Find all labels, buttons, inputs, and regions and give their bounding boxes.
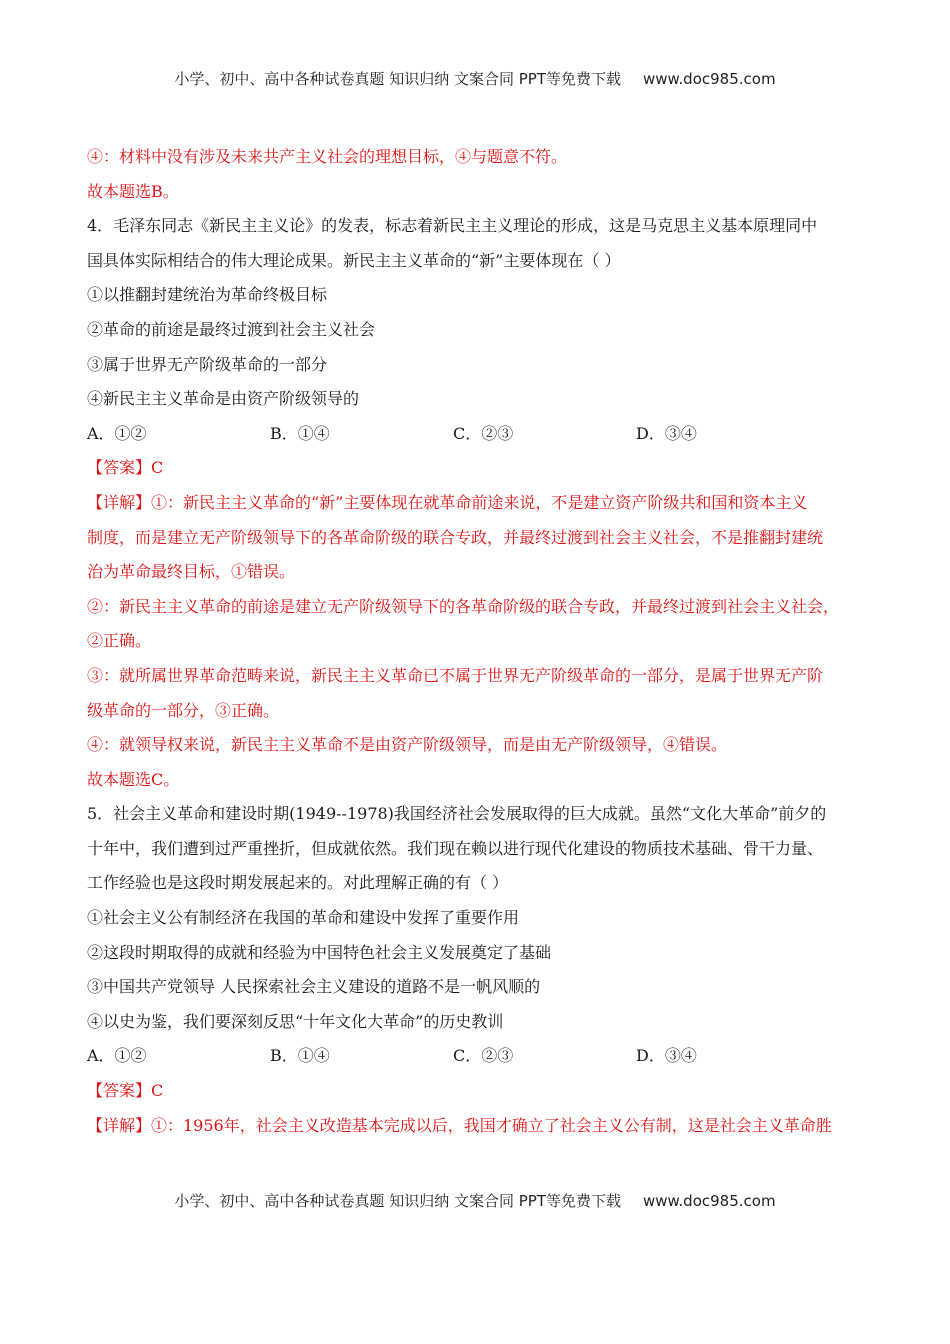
q5-option-b: B．①④ [270,1046,330,1066]
header-text: 小学、初中、高中各种试卷真题 知识归纳 文案合同 PPT等免费下载 [174,70,621,88]
prev-explanation-line: ④：材料中没有涉及未来共产主义社会的理想目标，④与题意不符。 [87,147,568,166]
q4-option-a: A．①② [87,423,147,443]
q4-explanation-line: ④：就领导权来说，新民主主义革命不是由资产阶级领导，而是由无产阶级领导，④错误。 [87,735,728,755]
q4-stem-line: 4．毛泽东同志《新民主主义论》的发表，标志着新民主主义理论的形成，这是马克思主义基本原理同中 [87,216,818,236]
footer-text: 小学、初中、高中各种试卷真题 知识归纳 文案合同 PPT等免费下载 [174,1192,621,1210]
q4-conclusion: 故本题选C。 [87,769,180,789]
q4-explanation-line: 制度，而是建立无产阶级领导下的各革命阶级的联合专政，并最终过渡到社会主义社会，不是推翻封建统 [87,527,824,547]
q4-stem-line: 国具体实际相结合的伟大理论成果。新民主主义革命的“新”主要体现在（ ） [87,250,621,270]
q5-explanation-line: 【详解】①：1956年，社会主义改造基本完成以后，我国才确立了社会主义公有制，这是社会主义革命胜 [87,1115,832,1135]
q4-explanation-line: 【详解】①：新民主主义革命的“新”主要体现在就革命前途来说，不是建立资产阶级共和国和资本主义 [87,492,808,512]
q4-item: ④新民主主义革命是由资产阶级领导的 [87,389,360,409]
q5-stem-line: 5．社会主义革命和建设时期(1949--1978)我国经济社会发展取得的巨大成就。虽然“文化大革命”前夕的 [87,804,827,824]
q4-explanation-line: 治为革命最终目标，①错误。 [87,562,296,582]
q5-item: ②这段时期取得的成就和经验为中国特色社会主义发展奠定了基础 [87,942,552,962]
prev-conclusion: 故本题选B。 [87,181,179,201]
q4-item: ②革命的前途是最终过渡到社会主义社会 [87,319,376,339]
footer-url[interactable]: www.doc985.com [642,1192,776,1210]
q4-item: ①以推翻封建统治为革命终极目标 [87,285,328,305]
q5-option-c: C．②③ [453,1046,514,1066]
page-footer [0,1190,950,1211]
q4-explanation-line: ②正确。 [87,631,152,651]
q4-explanation-line: 级革命的一部分，③正确。 [87,700,280,720]
q4-item: ③属于世界无产阶级革命的一部分 [87,354,328,374]
q5-option-d: D．③④ [636,1046,697,1066]
document-body [87,140,877,1143]
q4-explanation-line: ②：新民主主义革命的前途是建立无产阶级领导下的各革命阶级的联合专政，并最终过渡到社会主义社会， [87,596,840,616]
q4-options [87,417,877,452]
q5-option-a: A．①② [87,1046,147,1066]
q4-option-c: C．②③ [453,423,514,443]
q5-item: ④以史为鉴，我们要深刻反思“十年文化大革命”的历史教训 [87,1011,504,1031]
q4-option-b: B．①④ [270,423,330,443]
q5-stem-line: 工作经验也是这段时期发展起来的。对此理解正确的有（ ） [87,873,509,893]
q5-item: ①社会主义公有制经济在我国的革命和建设中发挥了重要作用 [87,908,520,928]
q4-answer: 【答案】C [87,458,164,478]
q5-item: ③中国共产党领导 人民探索社会主义建设的道路不是一帆风顺的 [87,977,541,997]
q4-explanation-line: ③：就所属世界革命范畴来说，新民主主义革命已不属于世界无产阶级革命的一部分，是属于世界无产阶 [87,665,824,685]
header-url[interactable]: www.doc985.com [642,70,776,88]
q5-answer: 【答案】C [87,1081,164,1101]
q5-options [87,1039,877,1074]
q4-option-d: D．③④ [636,423,697,443]
q5-stem-line: 十年中，我们遭到过严重挫折，但成就依然。我们现在赖以进行现代化建设的物质技术基础、骨干力量、 [87,838,824,858]
page-header [0,68,950,89]
